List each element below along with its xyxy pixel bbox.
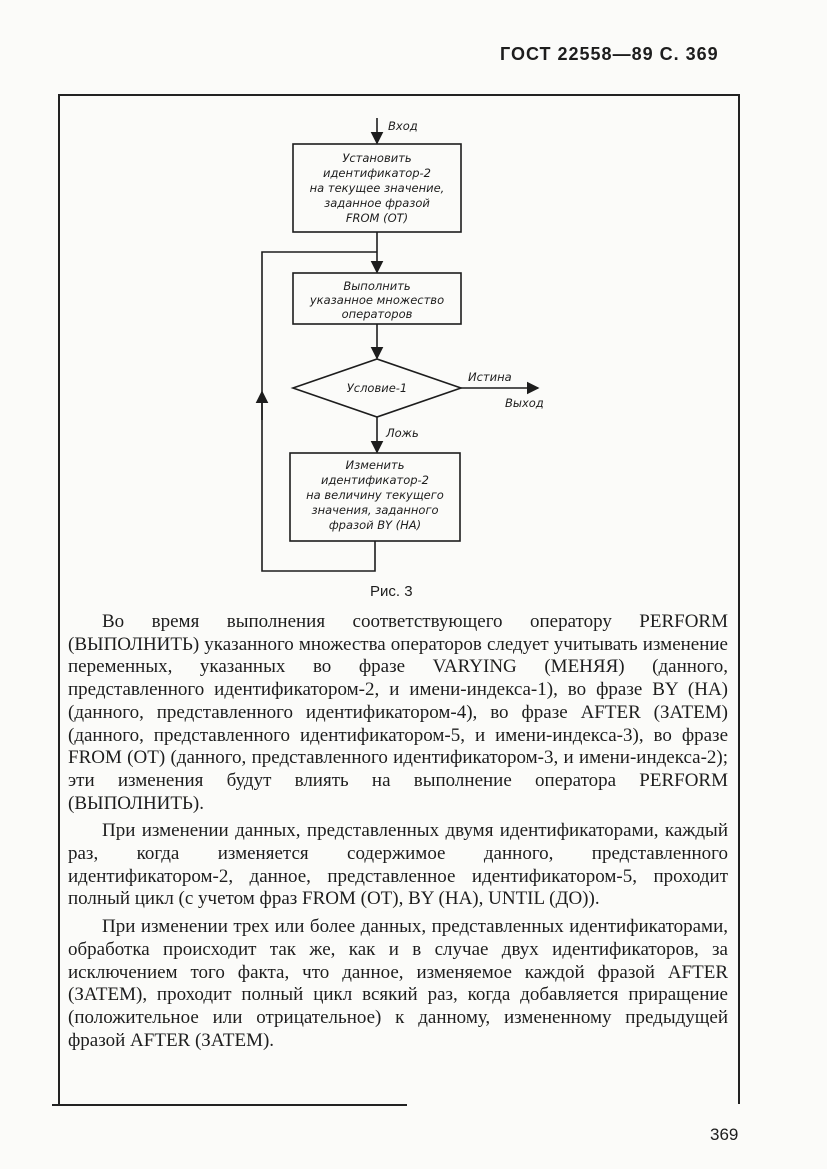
figure-caption: Рис. 3: [370, 583, 413, 600]
false-label: Ложь: [386, 426, 419, 440]
execute-box-line-3: операторов: [341, 307, 413, 321]
init-box-line-5: FROM (OT): [345, 211, 409, 225]
frame-bottom-rule: [52, 1104, 407, 1106]
init-box-line-1: Установить: [342, 151, 412, 165]
init-box-line-4: заданное фразой: [324, 196, 430, 210]
modify-box-line-1: Изменить: [345, 458, 405, 472]
paragraph-2: При изменении данных, представленных двумя идентификаторами, каждый раз, когда изменяется содержимое данного, представленного идентификатором-2, данное, представленное идентификатором-5, проходит полный цикл (с учетом фраз FROM (OT), BY (HA), UNTIL (ДО)).: [68, 820, 728, 910]
modify-box-line-4: значения, заданного: [311, 503, 439, 517]
true-label: Истина: [468, 370, 512, 384]
init-box-line-3: на текущее значение,: [309, 181, 445, 195]
modify-box-line-2: идентификатор-2: [321, 473, 429, 487]
init-box-line-2: идентификатор-2: [323, 166, 431, 180]
modify-box-line-5: фразой BY (HA): [328, 518, 422, 532]
body-text: [68, 611, 728, 1057]
entry-label: Вход: [388, 119, 418, 133]
execute-box-line-1: Выполнить: [343, 279, 411, 293]
modify-box-line-3: на величину текущего: [306, 488, 444, 502]
page-header: ГОСТ 22558—89 С. 369: [500, 44, 719, 64]
condition-label: Условие-1: [346, 381, 408, 395]
execute-box-line-2: указанное множество: [309, 293, 445, 307]
paragraph-3: При изменении трех или более данных, представленных идентификаторами, обработка происходит так же, как и в случае двух идентификаторов, за исключением того факта, что данное, изменяемое каждой фразой AFTER (ЗАТЕМ), проходит полный цикл всякий раз, когда добавляется приращение (положительное или отрицательное) к данному, измененному предыдущей фразой AFTER (ЗАТЕМ).: [68, 916, 728, 1051]
exit-label: Выход: [505, 396, 544, 410]
page-number: 369: [710, 1125, 739, 1144]
paragraph-1: Во время выполнения соответствующего оператору PERFORM (ВЫПОЛНИТЬ) указанного множества операторов следует учитывать изменение переменных, указанных во фразе VARYING (МЕНЯЯ) (данного, представленного идентификатором-2, и имени-индекса-1), во фразе BY (HA) (данного, представленного идентификатором-4), во фразе AFTER (ЗАТЕМ) (данного, представленного идентификатором-5, и имени-индекса-3), во фразе FROM (OT) (данного, представленного идентификатором-3, и имени-индекса-2); эти изменения будут влиять на выполнение оператора PERFORM (ВЫПОЛНИТЬ).: [68, 611, 728, 814]
